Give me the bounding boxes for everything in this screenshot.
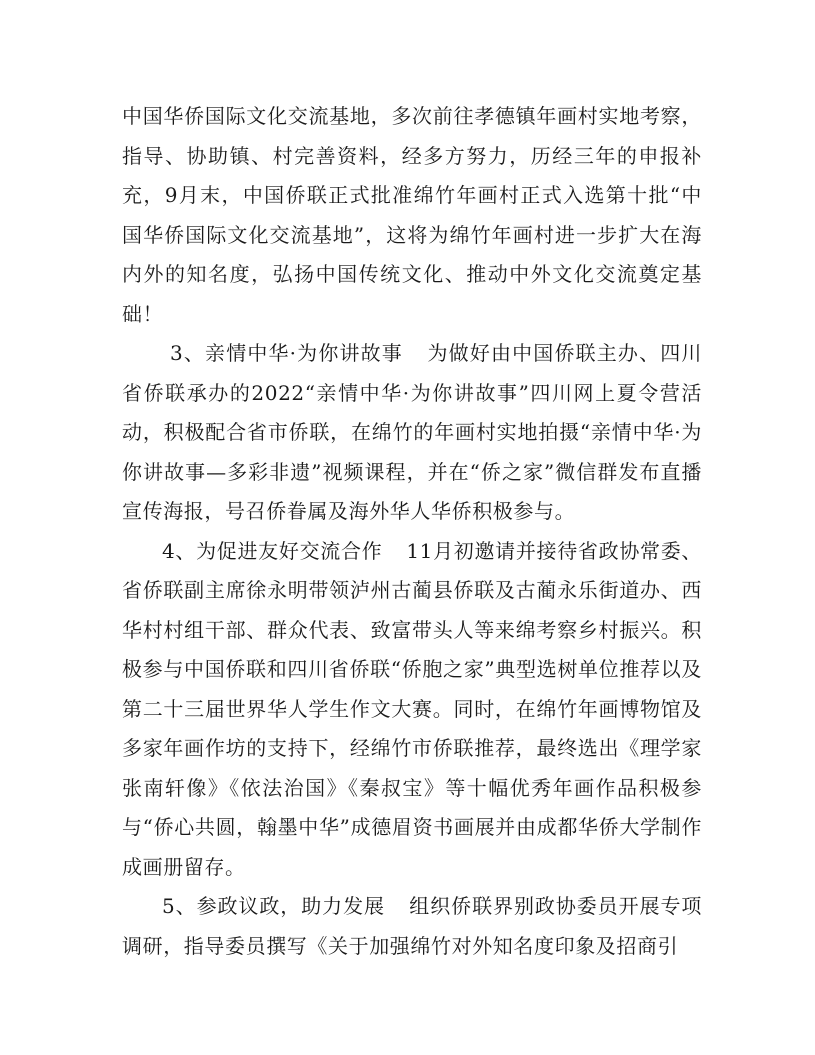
paragraph-3: [122, 532, 702, 888]
paragraph-2-heading: 3、亲情中华·为你讲故事: [170, 341, 403, 365]
paragraph-4: [122, 887, 702, 966]
paragraph-4-text: 组织侨联界别政协委员开展专项调研，指导委员撰写《关于加强绵竹对外知名度印象及招商引: [122, 894, 702, 958]
paragraph-3-heading: 4、为促进友好交流合作: [162, 538, 383, 563]
paragraph-1-text: 中国华侨国际文化交流基地，多次前往孝德镇年画村实地考察，指导、协助镇、村完善资料，经多方努力，历经三年的申报补充，9月末，中国侨联正式批准绵竹年画村正式入选第十批“中国华侨国际文化交流基地”，这将为绵竹年画村进一步扩大在海内外的知名度，弘扬中国传统文化、推动中外文化交流奠定基础！: [122, 104, 702, 326]
paragraph-2: [122, 334, 702, 532]
document-body: [122, 97, 702, 966]
paragraph-1: [122, 97, 702, 334]
paragraph-3-text: 11月初邀请并接待省政协常委、省侨联副主席徐永明带领泸州古蔺县侨联及古蔺永乐街道办、西华村村组干部、群众代表、致富带头人等来绵考察乡村振兴。积极参与中国侨联和四川省侨联“侨胞之家”典型选树单位推荐以及第二十三届世界华人学生作文大赛。同时，在绵竹年画博物馆及多家年画作坊的支持下，经绵竹市侨联推荐，最终选出《理学家张南轩像》《依法治国》《秦叔宝》等十幅优秀年画作品积极参与“侨心共圆，翰墨中华”成德眉资书画展并由成都华侨大学制作成画册留存。: [122, 538, 702, 879]
paragraph-2-text: 为做好由中国侨联主办、四川省侨联承办的2022“亲情中华·为你讲故事”四川网上夏令营活动，积极配合省市侨联，在绵竹的年画村实地拍摄“亲情中华·为你讲故事—多彩非遗”视频课程，并在“侨之家”微信群发布直播宣传海报，号召侨眷属及海外华人华侨积极参与。: [122, 341, 702, 523]
paragraph-4-heading: 5、参政议政，助力发展: [162, 894, 385, 918]
